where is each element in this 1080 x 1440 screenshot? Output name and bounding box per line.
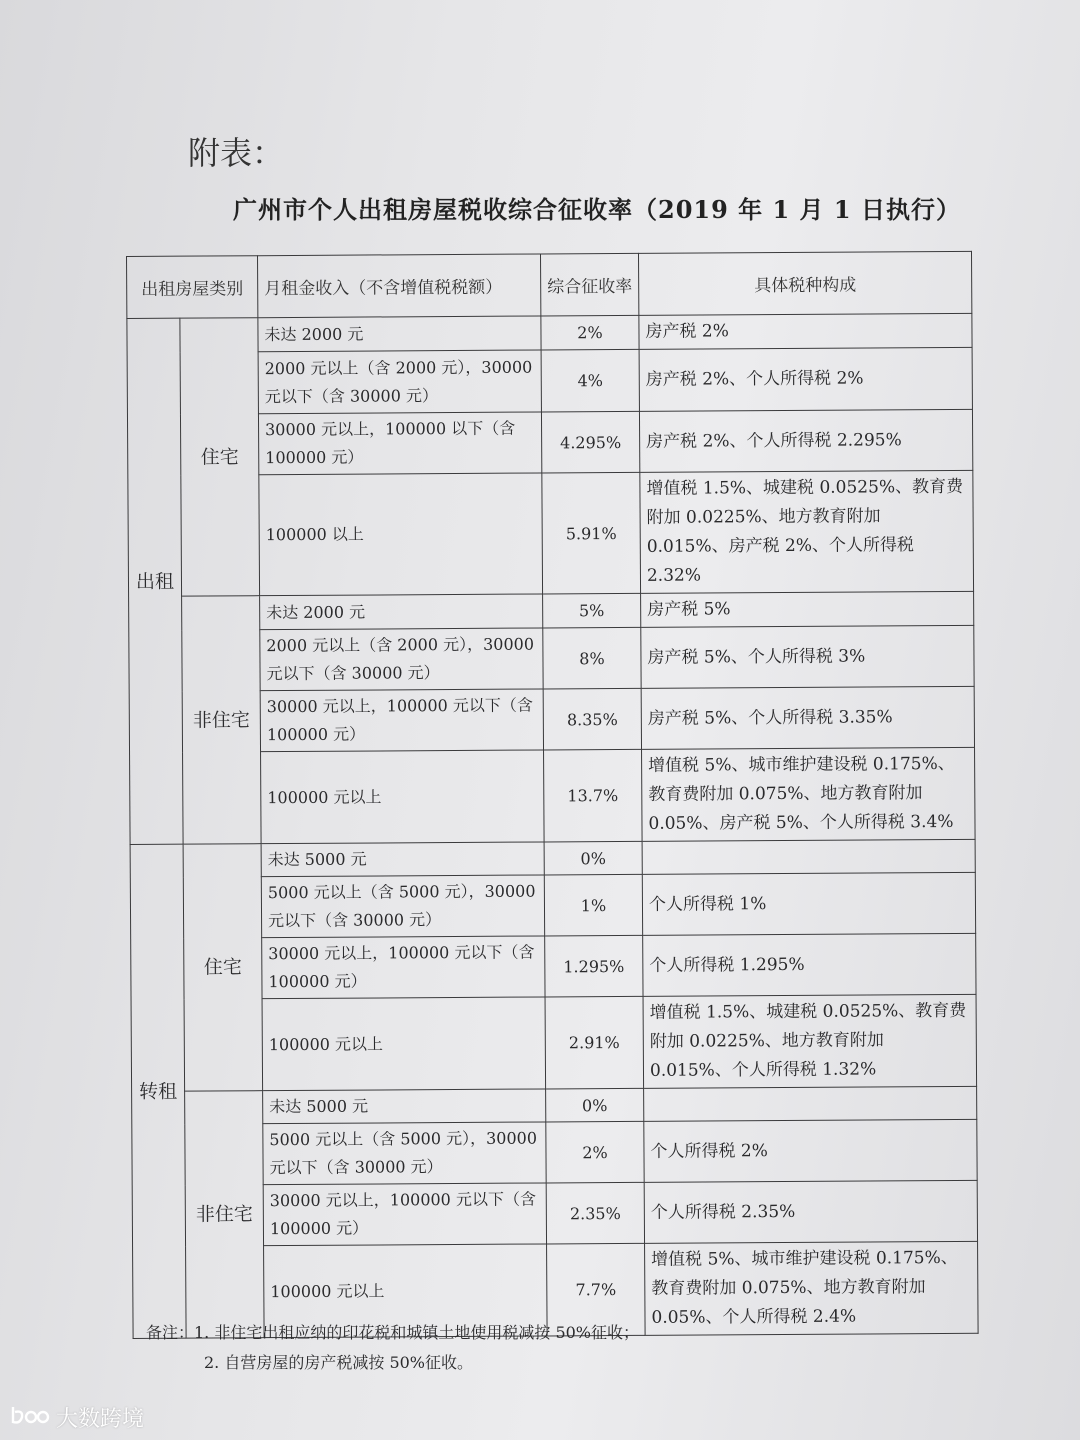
rate-cell: 0% xyxy=(546,1088,644,1122)
income-range-cell: 未达 5000 元 xyxy=(263,1089,546,1124)
rate-cell: 5.91% xyxy=(542,472,641,594)
composition-cell: 增值税 5%、城市维护建设税 0.175%、教育费附加 0.075%、地方教育附加 0.05%、个人所得税 2.4% xyxy=(645,1241,979,1335)
rate-cell: 7.7% xyxy=(547,1243,646,1336)
rate-cell: 4% xyxy=(541,349,639,412)
watermark-logo-icon xyxy=(10,1404,50,1432)
composition-cell xyxy=(642,839,975,874)
subgroup-label: 非住宅 xyxy=(185,1091,265,1338)
watermark-text: 大数跨境 xyxy=(56,1407,145,1432)
composition-cell: 增值税 1.5%、城建税 0.0525%、教育费附加 0.0225%、地方教育附加 0.015%、房产税 2%、个人所得税 2.32% xyxy=(640,470,974,593)
header-rate: 综合征收率 xyxy=(540,253,638,316)
rate-cell: 4.295% xyxy=(541,411,639,473)
rate-cell: 1% xyxy=(544,874,642,936)
composition-cell: 个人所得税 2% xyxy=(644,1119,977,1182)
note-line-1: 备注：1. 非住宅出租应纳的印花税和城镇土地使用税减按 50%征收； xyxy=(146,1323,640,1342)
income-range-cell: 100000 以上 xyxy=(259,473,543,596)
income-range-cell: 2000 元以上（含 2000 元），30000 元以下（含 30000 元） xyxy=(258,350,541,414)
composition-cell: 房产税 2%、个人所得税 2% xyxy=(639,347,972,411)
header-category: 出租房屋类别 xyxy=(127,256,258,319)
appendix-heading: 附表： xyxy=(188,134,285,172)
income-range-cell: 2000 元以上（含 2000 元），30000 元以下（含 30000 元） xyxy=(260,628,543,691)
composition-cell: 房产税 5% xyxy=(641,591,974,627)
tax-rate-table xyxy=(126,251,979,1339)
table-row xyxy=(129,591,974,630)
composition-cell: 个人所得税 2.35% xyxy=(644,1180,977,1243)
composition-cell: 个人所得税 1.295% xyxy=(643,933,976,996)
composition-cell: 房产税 5%、个人所得税 3% xyxy=(641,625,974,688)
rate-cell: 13.7% xyxy=(544,749,643,842)
income-range-cell: 100000 元以上 xyxy=(261,750,545,844)
rate-cell: 5% xyxy=(543,593,641,628)
rate-cell: 2.35% xyxy=(546,1182,644,1244)
table-row xyxy=(130,839,975,877)
income-range-cell: 30000 元以上，100000 以下（含 100000 元） xyxy=(258,412,541,475)
income-range-cell: 30000 元以上，100000 元以下（含 100000 元） xyxy=(262,936,545,999)
composition-cell: 房产税 5%、个人所得税 3.35% xyxy=(641,686,974,749)
rate-cell: 1.295% xyxy=(545,935,643,997)
header-income: 月租金收入（不含增值税税额） xyxy=(258,254,541,318)
subgroup-label: 住宅 xyxy=(180,318,260,596)
income-range-cell: 100000 元以上 xyxy=(264,1244,548,1338)
notes xyxy=(146,1318,639,1378)
watermark xyxy=(10,1402,144,1433)
composition-cell: 个人所得税 1% xyxy=(642,872,975,935)
income-range-cell: 30000 元以上，100000 元以下（含 100000 元） xyxy=(263,1183,546,1246)
composition-cell: 房产税 2%、个人所得税 2.295% xyxy=(639,409,972,472)
composition-cell: 增值税 5%、城市维护建设税 0.175%、教育费附加 0.075%、地方教育附加 0.05%、房产税 5%、个人所得税 3.4% xyxy=(642,747,976,841)
rate-cell: 2% xyxy=(541,315,639,350)
document-title: 广州市个人出租房屋税收综合征收率（2019 年 1 月 1 日执行） xyxy=(233,195,961,224)
income-range-cell: 5000 元以上（含 5000 元），30000 元以下（含 30000 元） xyxy=(261,875,544,938)
group-label: 转租 xyxy=(130,844,186,1338)
header-composition: 具体税种构成 xyxy=(638,251,971,315)
rate-cell: 8.35% xyxy=(543,688,641,750)
composition-cell xyxy=(644,1086,977,1121)
subgroup-label: 非住宅 xyxy=(182,596,262,844)
composition-cell: 增值税 1.5%、城建税 0.0525%、教育费附加 0.0225%、地方教育附加 0.015%、个人所得税 1.32% xyxy=(643,994,977,1088)
income-range-cell: 30000 元以上，100000 元以下（含 100000 元） xyxy=(260,689,543,752)
income-range-cell: 100000 元以上 xyxy=(262,997,546,1091)
income-range-cell: 5000 元以上（含 5000 元），30000 元以下（含 30000 元） xyxy=(263,1122,546,1185)
rate-cell: 2% xyxy=(546,1121,644,1183)
table-header-row xyxy=(127,251,972,318)
income-range-cell: 未达 2000 元 xyxy=(260,594,543,630)
income-range-cell: 未达 2000 元 xyxy=(258,316,541,352)
table-row xyxy=(127,313,972,352)
note-line-2: 2. 自营房屋的房产税减按 50%征收。 xyxy=(204,1353,474,1372)
table-body xyxy=(127,313,978,1338)
group-label: 出租 xyxy=(127,318,183,844)
rate-cell: 0% xyxy=(544,841,642,875)
table-row xyxy=(132,1086,977,1124)
rate-cell: 8% xyxy=(543,627,641,689)
income-range-cell: 未达 5000 元 xyxy=(261,842,544,877)
rate-cell: 2.91% xyxy=(545,996,644,1089)
subgroup-label: 住宅 xyxy=(183,844,263,1091)
composition-cell: 房产税 2% xyxy=(639,313,972,349)
